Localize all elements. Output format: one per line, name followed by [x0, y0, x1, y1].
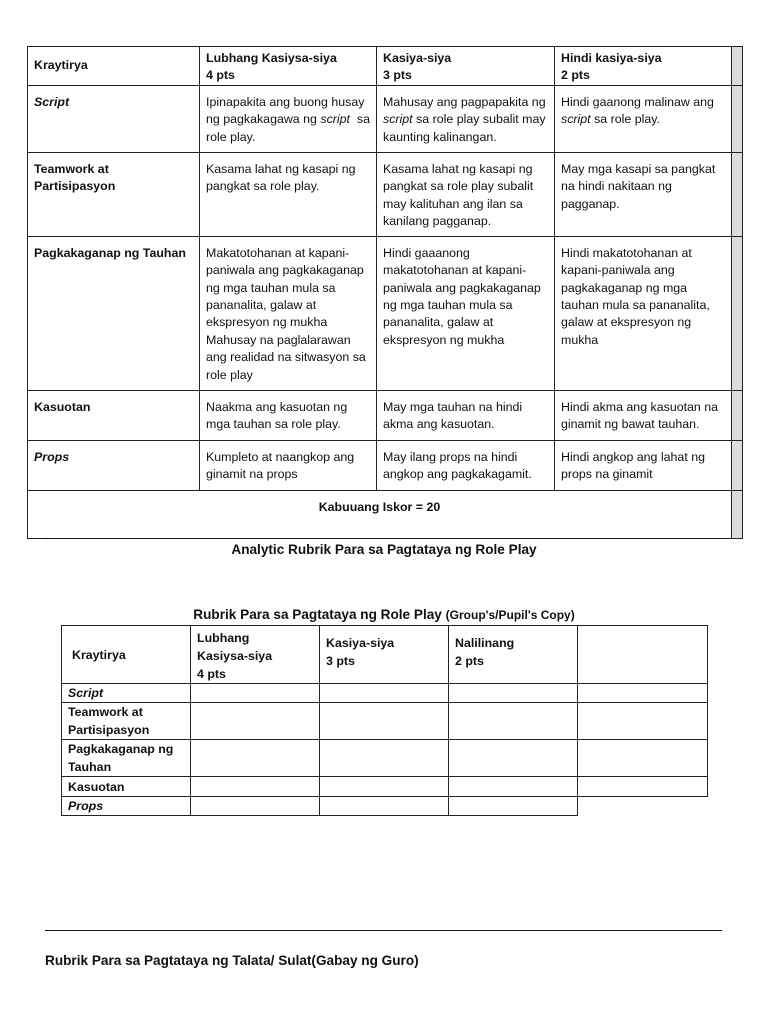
score-cell[interactable] — [191, 684, 320, 703]
header-level-4-pts: 4 pts — [206, 68, 235, 83]
analytic-rubric-table — [27, 46, 743, 539]
descriptor-level-4: Makatotohanan at kapani-paniwala ang pagkakaganap ng mga tauhan mula sa pananalita, galaw at ekspresyon ng mukha Mahusay na paglalarawan ang realidad na sitwasyon sa role play — [206, 245, 366, 382]
header-level-3-pts: 3 pts — [383, 68, 412, 83]
descriptor-level-3: Hindi gaaanong makatotohanan at kapani-paniwala ang pagkakaganap ng mga tauhan mula sa pananalita, galaw at ekspresyon ng mukha — [383, 245, 541, 347]
score-cell[interactable] — [578, 684, 708, 703]
header-criteria — [28, 47, 200, 86]
criterion-label: Props — [34, 449, 70, 464]
descriptor-level-2: Hindi gaanong malinaw ang script sa role play. — [561, 94, 714, 127]
header-level-4-title: Lubhang Kasiysa-siya — [206, 51, 337, 65]
criterion-label: Script — [34, 94, 70, 109]
rubric-caption: Analytic Rubrik Para sa Pagtataya ng Role Play — [231, 542, 537, 557]
pupil-criterion-label: Pagkakaganap ng Tauhan — [68, 742, 174, 774]
rubric-row-script — [28, 85, 743, 152]
pupil-header-criteria: Kraytirya — [62, 626, 191, 684]
pupil-criterion-label: Props — [68, 799, 104, 813]
score-cell[interactable] — [578, 703, 708, 740]
pupil-rubric-title-suffix: (Group's/Pupil's Copy) — [445, 608, 575, 622]
pupil-header-extra — [578, 626, 708, 684]
header-level-2-title: Hindi kasiya-siya — [561, 51, 662, 65]
pupil-row-teamwork — [62, 703, 708, 740]
criterion-label: Kasuotan — [34, 399, 91, 414]
descriptor-level-2: Hindi angkop ang lahat ng props na ginamit — [561, 449, 705, 482]
score-cell[interactable] — [449, 777, 578, 797]
score-cell[interactable] — [320, 740, 449, 777]
criterion-label: Teamwork at Partisipasyon — [34, 161, 116, 194]
score-cell[interactable] — [320, 777, 449, 797]
score-cell[interactable] — [449, 797, 578, 816]
descriptor-level-2: Hindi akma ang kasuotan na ginamit ng bawat tauhan. — [561, 399, 719, 432]
criterion-label: Pagkakaganap ng Tauhan — [34, 245, 186, 260]
rubric-row-kasuotan — [28, 390, 743, 440]
descriptor-level-4: Naakma ang kasuotan ng mga tauhan sa role play. — [206, 399, 348, 432]
header-level-2-pts: 2 pts — [561, 68, 590, 83]
divider-line — [45, 538, 722, 539]
descriptor-level-4: Kumpleto at naangkop ang ginamit na props — [206, 449, 355, 482]
score-cell[interactable] — [320, 703, 449, 740]
rubric-total-row — [28, 490, 743, 538]
score-cell[interactable] — [578, 740, 708, 777]
descriptor-level-4: Ipinapakita ang buong husay ng pagkakagawa ng script sa role play. — [206, 94, 370, 144]
score-cell[interactable] — [449, 703, 578, 740]
score-cell[interactable] — [191, 797, 320, 816]
score-cell[interactable] — [449, 684, 578, 703]
score-cell[interactable] — [320, 684, 449, 703]
descriptor-level-3: Mahusay ang pagpapakita ng script sa role play subalit may kaunting kalinangan. — [383, 94, 546, 144]
margin-cell — [732, 47, 743, 86]
pupil-header-row — [62, 626, 708, 684]
score-cell[interactable] — [320, 797, 449, 816]
score-cell[interactable] — [191, 740, 320, 777]
pupil-criterion-label: Script — [68, 686, 104, 700]
pupil-criterion-label: Teamwork at Partisipasyon — [68, 705, 150, 737]
pupil-header-level-3: Kasiya-siya 3 pts — [320, 626, 449, 684]
header-level-4 — [200, 47, 377, 86]
rubric-row-teamwork — [28, 152, 743, 236]
score-cell[interactable] — [578, 777, 708, 797]
descriptor-level-2: Hindi makatotohanan at kapani-paniwala ang pagkakaganap ng mga tauhan mula sa pananalita, galaw at ekspresyon ng mukha — [561, 245, 710, 347]
pupil-header-level-2: Nalilinang 2 pts — [449, 626, 578, 684]
score-cell[interactable] — [191, 777, 320, 797]
total-score: Kabuuang Iskor = 20 — [318, 499, 441, 514]
pupil-row-script — [62, 684, 708, 703]
next-section-title: Rubrik Para sa Pagtataya ng Talata/ Sulat(Gabay ng Guro) — [45, 953, 419, 968]
pupil-row-pagkakaganap — [62, 740, 708, 777]
descriptor-level-2: May mga kasapi sa pangkat na hindi nakitaan ng pagganap. — [561, 161, 716, 211]
header-level-3-title: Kasiya-siya — [383, 51, 452, 65]
score-cell[interactable] — [449, 740, 578, 777]
divider-line — [45, 930, 722, 931]
descriptor-level-3: May mga tauhan na hindi akma ang kasuotan. — [383, 399, 523, 432]
pupil-row-kasuotan — [62, 777, 708, 797]
descriptor-level-3: May ilang props na hindi angkop ang pagkakagamit. — [383, 449, 532, 482]
pupil-criterion-label: Kasuotan — [68, 779, 125, 794]
rubric-row-props — [28, 440, 743, 490]
header-criteria-label: Kraytirya — [34, 58, 88, 73]
pupil-rubric-title-main: Rubrik Para sa Pagtataya ng Role Play — [193, 607, 442, 622]
score-cell[interactable] — [191, 703, 320, 740]
header-level-2 — [555, 47, 732, 86]
pupil-row-props — [62, 797, 708, 816]
pupil-rubric-table — [61, 625, 708, 816]
descriptor-level-4: Kasama lahat ng kasapi ng pangkat sa role play. — [206, 161, 356, 194]
descriptor-level-3: Kasama lahat ng kasapi ng pangkat sa role play subalit may kalituhan ang ilan sa kanilang pagganap. — [383, 161, 534, 229]
pupil-header-level-4: Lubhang Kasiysa-siya 4 pts — [191, 626, 320, 684]
pupil-rubric-title — [0, 606, 768, 624]
rubric-row-pagkakaganap — [28, 236, 743, 390]
rubric-header-row — [28, 47, 743, 86]
header-level-3 — [377, 47, 555, 86]
